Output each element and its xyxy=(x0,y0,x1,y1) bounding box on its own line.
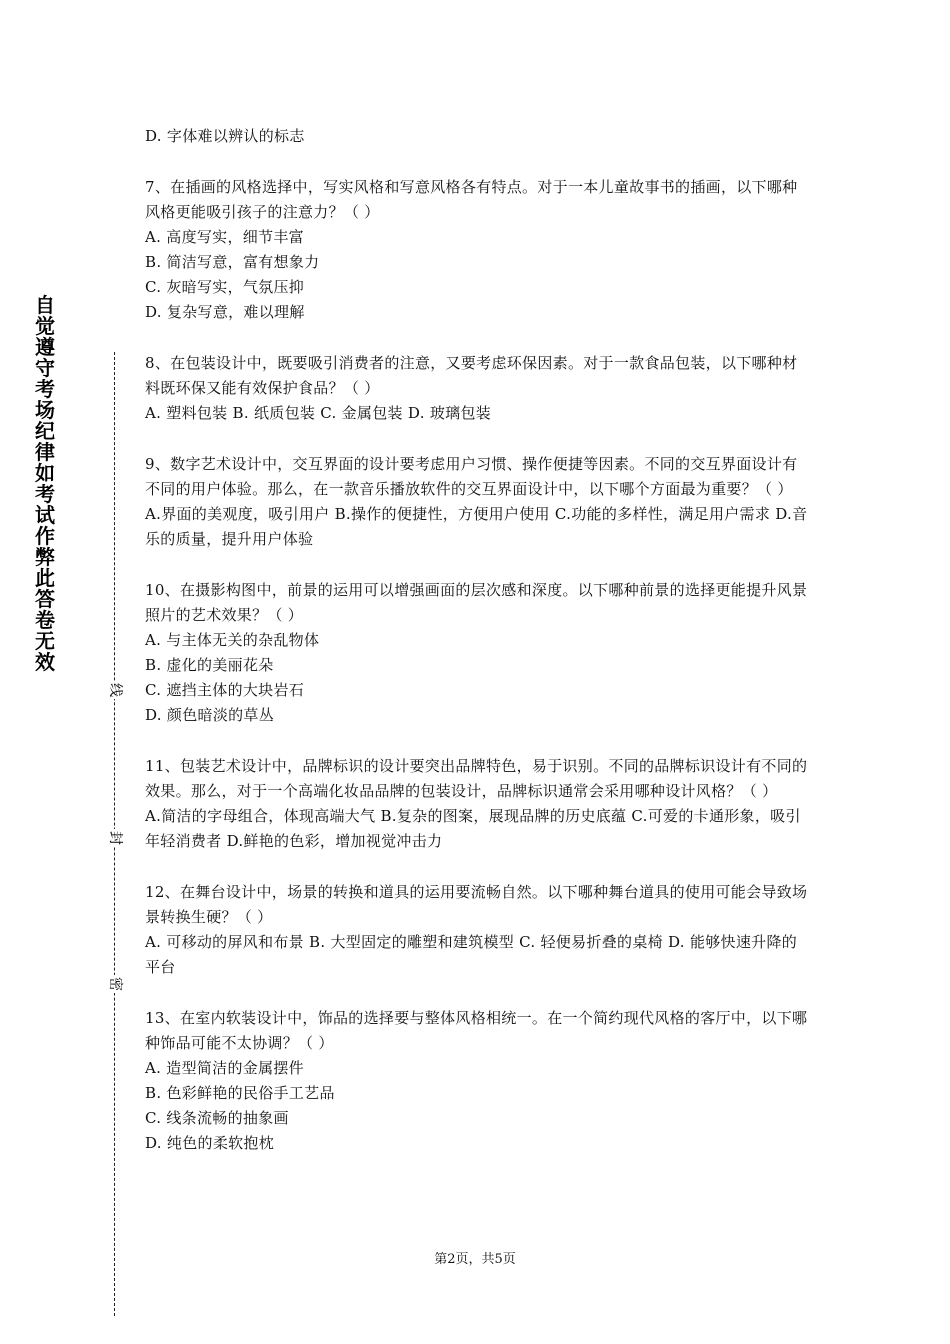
option: D. 纯色的柔软抱枕 xyxy=(145,1134,275,1152)
question-stem: 13、在室内软装设计中，饰品的选择要与整体风格相统一。在一个简约现代风格的客厅中，以下哪种饰品可能不太协调？（ ） xyxy=(145,1009,808,1052)
option: B. 色彩鲜艳的民俗手工艺品 xyxy=(145,1084,335,1102)
option: D. 颜色暗淡的草丛 xyxy=(145,706,275,724)
question-content xyxy=(145,124,810,1156)
page-number: 第2页，共5页 xyxy=(434,1252,516,1267)
exam-discipline-notice: 自觉遵守考场纪律如考试作弊此答卷无效 xyxy=(35,293,55,674)
question-stem: 9、数字艺术设计中，交互界面的设计要考虑用户习惯、操作便捷等因素。不同的交互界面设计有不同的用户体验。那么，在一款音乐播放软件的交互界面设计中，以下哪个方面最为重要？（ ） xyxy=(145,455,798,498)
option: A. 塑料包装 B. 纸质包装 C. 金属包装 D. 玻璃包装 xyxy=(145,404,492,422)
option: A. 可移动的屏风和布景 B. 大型固定的雕塑和建筑模型 C. 轻便易折叠的桌椅 D. 能够快速升降的平台 xyxy=(145,933,798,976)
option: B. 虚化的美丽花朵 xyxy=(145,656,274,674)
question-8 xyxy=(145,351,810,426)
question-12 xyxy=(145,880,810,980)
question-stem: 8、在包装设计中，既要吸引消费者的注意，又要考虑环保因素。对于一款食品包装，以下哪种材料既环保又能有效保护食品？（ ） xyxy=(145,354,798,397)
binding-label-secret: 密 xyxy=(107,977,123,991)
question-stem: 12、在舞台设计中，场景的转换和道具的运用要流畅自然。以下哪种舞台道具的使用可能会导致场景转换生硬？（ ） xyxy=(145,883,808,926)
question-9 xyxy=(145,452,810,552)
previous-question-option: D. 字体难以辨认的标志 xyxy=(145,127,305,145)
option: C. 遮挡主体的大块岩石 xyxy=(145,681,305,699)
question-7 xyxy=(145,175,810,325)
option: C. 线条流畅的抽象画 xyxy=(145,1109,289,1127)
option: B. 简洁写意，富有想象力 xyxy=(145,253,320,271)
question-11 xyxy=(145,754,810,854)
question-stem: 7、在插画的风格选择中，写实风格和写意风格各有特点。对于一本儿童故事书的插画，以下哪种风格更能吸引孩子的注意力？（ ） xyxy=(145,178,798,221)
question-10 xyxy=(145,578,810,728)
option: D. 复杂写意，难以理解 xyxy=(145,303,305,321)
option: A. 与主体无关的杂乱物体 xyxy=(145,631,320,649)
question-stem: 11、包装艺术设计中，品牌标识的设计要突出品牌特色，易于识别。不同的品牌标识设计有不同的效果。那么，对于一个高端化妆品品牌的包装设计，品牌标识通常会采用哪种设计风格？（ ） xyxy=(145,757,808,800)
option: A. 高度写实，细节丰富 xyxy=(145,228,304,246)
binding-label-seal: 封 xyxy=(107,831,123,845)
option: C. 灰暗写实，气氛压抑 xyxy=(145,278,305,296)
question-13 xyxy=(145,1006,810,1156)
question-stem: 10、在摄影构图中，前景的运用可以增强画面的层次感和深度。以下哪种前景的选择更能提升风景照片的艺术效果？（ ） xyxy=(145,581,808,624)
binding-label-line: 线 xyxy=(107,683,123,697)
option: A.界面的美观度，吸引用户 B.操作的便捷性，方便用户使用 C.功能的多样性，满足用户需求 D.音乐的质量，提升用户体验 xyxy=(145,505,808,548)
option: A.简洁的字母组合，体现高端大气 B.复杂的图案，展现品牌的历史底蕴 C.可爱的卡通形象，吸引年轻消费者 D.鲜艳的色彩，增加视觉冲击力 xyxy=(145,807,801,850)
option: A. 造型简洁的金属摆件 xyxy=(145,1059,304,1077)
